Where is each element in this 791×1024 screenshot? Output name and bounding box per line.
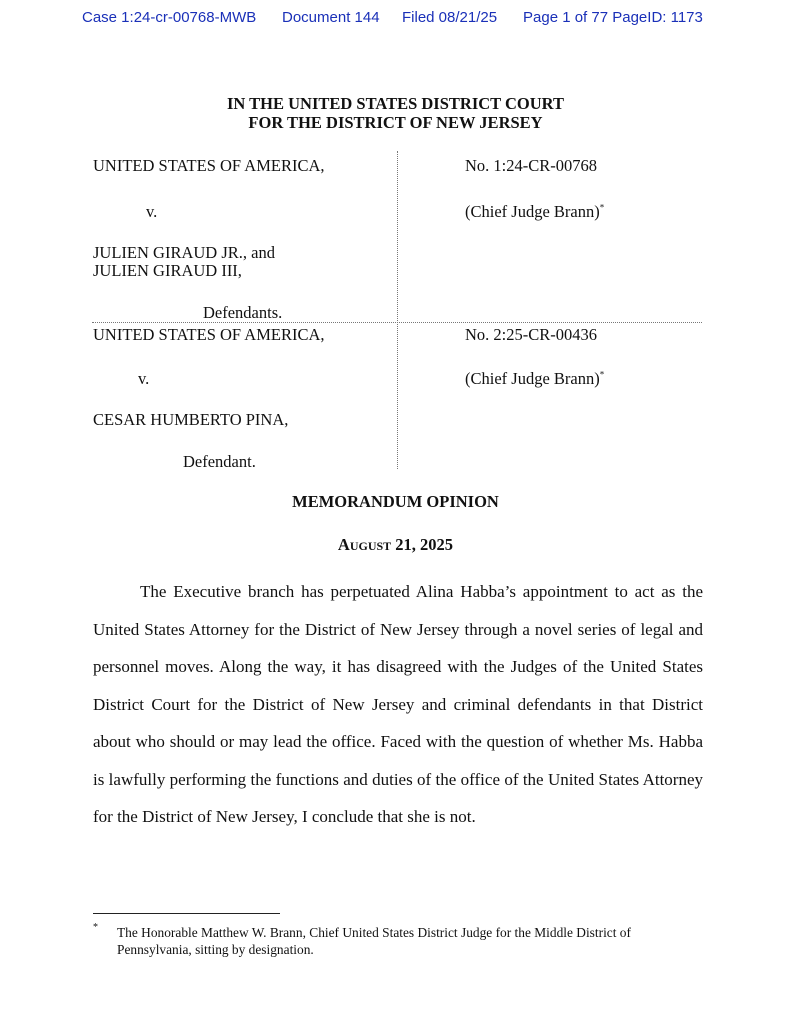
caption2-case-number: No. 2:25-CR-00436 <box>465 325 597 344</box>
court-title <box>0 94 791 132</box>
caption-horizontal-divider <box>92 322 702 323</box>
caption1-defendant-1: JULIEN GIRAUD JR., and <box>93 243 275 262</box>
caption2-plaintiff: UNITED STATES OF AMERICA, <box>93 325 325 344</box>
caption-vertical-divider <box>397 151 398 469</box>
caption1-case-number: No. 1:24-CR-00768 <box>465 156 597 175</box>
court-title-line-2: FOR THE DISTRICT OF NEW JERSEY <box>248 113 543 132</box>
page-id-stamp: Page 1 of 77 PageID: 1173 <box>523 9 703 26</box>
caption2-defendant-role: Defendant. <box>183 452 256 471</box>
footnote-separator <box>93 913 280 914</box>
filed-date-stamp: Filed 08/21/25 <box>402 9 498 26</box>
opinion-title: MEMORANDUM OPINION <box>292 492 499 511</box>
footnote-reference-mark: * <box>599 202 605 213</box>
caption1-defendant-2: JULIEN GIRAUD III, <box>93 261 242 280</box>
caption2-versus: v. <box>138 369 150 388</box>
footnote-text: The Honorable Matthew W. Brann, Chief United States District Judge for the Middle District of Pennsylvania, sitting by designation. <box>117 925 631 957</box>
footnote-reference-mark: * <box>599 369 605 380</box>
caption2-judge: (Chief Judge Brann)* <box>465 369 605 388</box>
caption1-defendant-role: Defendants. <box>203 303 283 322</box>
opinion-paragraph: The Executive branch has perpetuated Alina Habba’s appointment to act as the United States Attorney for the District of New Jersey through a novel series of legal and personnel moves. Along the way, it has disagreed with the Judges of the United States District Court for the District of New Jersey and criminal defendants in that District about who should or may lead the office. Faced with the question of whether Ms. Habba is lawfully performing the functions and duties of the office of the United States Attorney for the District of New Jersey, I conclude that she is not. <box>93 582 703 826</box>
caption1-versus: v. <box>146 202 158 221</box>
caption2-defendant: CESAR HUMBERTO PINA, <box>93 410 289 429</box>
caption1-judge: (Chief Judge Brann)* <box>465 202 605 221</box>
court-title-line-1: IN THE UNITED STATES DISTRICT COURT <box>226 94 564 113</box>
case-number-stamp: Case 1:24-cr-00768-MWB <box>82 9 257 26</box>
opinion-date: August 21, 2025 <box>337 535 454 554</box>
footnote-mark: * <box>93 922 98 933</box>
document-number-stamp: Document 144 <box>282 9 380 26</box>
caption1-plaintiff: UNITED STATES OF AMERICA, <box>93 156 325 175</box>
